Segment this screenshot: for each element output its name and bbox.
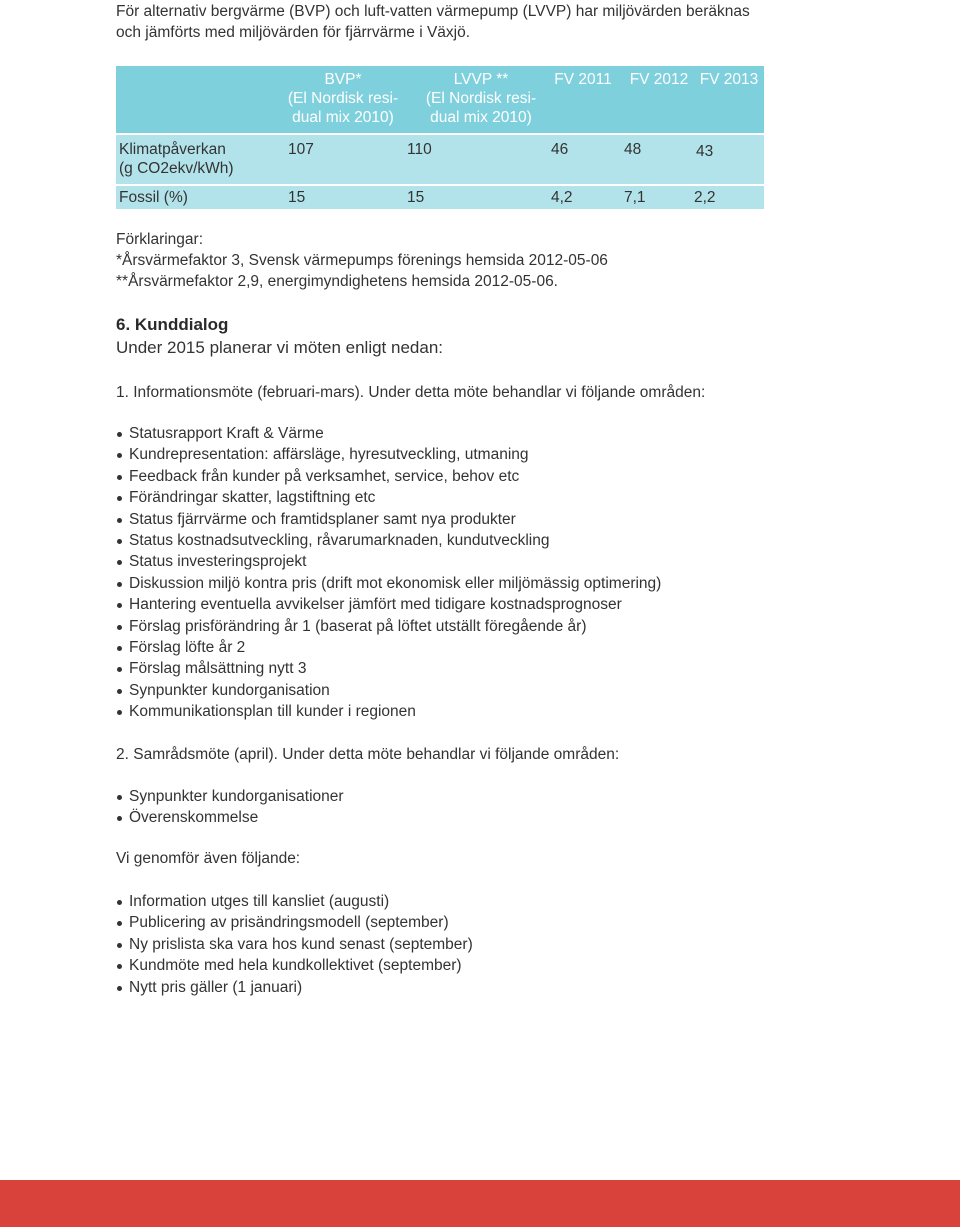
list-item <box>116 509 661 530</box>
list-item <box>116 786 344 807</box>
bullet-icon <box>117 453 122 458</box>
list-item-text: Förslag målsättning nytt 3 <box>129 660 307 678</box>
list-item-text: Status investeringsprojekt <box>129 553 307 571</box>
bullet-icon <box>117 816 122 821</box>
bullet-icon <box>117 560 122 565</box>
list-item-text: Publicering av prisändringsmodell (september) <box>129 914 449 932</box>
bullet-icon <box>117 795 122 800</box>
row-label: Fossil (%) <box>119 189 188 206</box>
list-item <box>116 487 661 508</box>
bullet-icon <box>117 710 122 715</box>
intro-line-2: och jämförts med miljövärden för fjärrvärme i Växjö. <box>116 24 471 41</box>
bullet-icon <box>117 475 122 480</box>
list-item-text: Statusrapport Kraft & Värme <box>129 425 324 442</box>
header-lvvp: LVVP ** (El Nordisk resi- dual mix 2010) <box>425 71 537 126</box>
list-item-text: Ny prislista ska vara hos kund senast (september) <box>129 935 473 953</box>
table-cell: 15 <box>288 189 306 206</box>
list-item-text: Information utges till kansliet (augusti) <box>129 893 390 910</box>
list-item-text: Hantering eventuella avvikelser jämfört med tidigare kostnadsprognoser <box>129 596 622 614</box>
list-item-text: Status kostnadsutveckling, råvarumarknaden, kundutveckling <box>129 531 550 549</box>
intro-line-1: För alternativ bergvärme (BVP) och luft-vatten värmepump (LVVP) har miljövärden beräknas <box>116 3 750 20</box>
table-cell: 4,2 <box>551 189 573 206</box>
list-item-text: Synpunkter kundorganisation <box>129 681 330 699</box>
list-item-text: Nytt pris gäller (1 januari) <box>129 978 303 996</box>
header-fv-2012: FV 2012 <box>629 71 689 88</box>
explanation-note-1: *Årsvärmefaktor 3, Svensk värmepumps förenings hemsida 2012-05-06 <box>116 252 608 269</box>
table-cell: 46 <box>551 141 569 158</box>
footer-bar <box>0 1180 960 1227</box>
table-cell: 107 <box>288 141 314 158</box>
list-item <box>116 658 661 679</box>
table-cell: 43 <box>696 143 714 160</box>
list-item <box>116 444 661 465</box>
bullet-icon <box>117 900 122 905</box>
list-item <box>116 955 473 976</box>
explanations-title: Förklaringar: <box>116 231 203 248</box>
table-cell: 15 <box>407 189 425 206</box>
list-item <box>116 912 473 933</box>
bullet-icon <box>117 625 122 630</box>
list-item <box>116 573 661 594</box>
list-item-text: Feedback från kunder på verksamhet, service, behov etc <box>129 467 520 485</box>
list-item-text: Kundrepresentation: affärsläge, hyresutveckling, utmaning <box>129 446 529 464</box>
intro-paragraph <box>116 1 816 43</box>
meeting-1-intro: 1. Informationsmöte (februari-mars). Under detta möte behandlar vi följande områden: <box>116 384 706 401</box>
explanation-note-2: **Årsvärmefaktor 2,9, energimyndighetens hemsida 2012-05-06. <box>116 273 558 290</box>
explanations <box>116 229 836 292</box>
list-item-text: Förslag prisförändring år 1 (baserat på löftet utställt föregående år) <box>129 617 587 635</box>
meeting-2-intro: 2. Samrådsmöte (april). Under detta möte behandlar vi följande områden: <box>116 746 620 763</box>
bullet-icon <box>117 986 122 991</box>
row-label: Klimatpåverkan (g CO2ekv/kWh) <box>119 141 234 177</box>
bullet-icon <box>117 921 122 926</box>
table-cell: 110 <box>407 141 432 158</box>
table-row <box>116 135 764 184</box>
list-item <box>116 977 473 998</box>
list-item-text: Kommunikationsplan till kunder i regionen <box>129 703 416 721</box>
list-item <box>116 423 661 444</box>
bullet-icon <box>117 496 122 501</box>
list-item <box>116 637 661 658</box>
bullet-icon <box>117 582 122 587</box>
list-item <box>116 616 661 637</box>
list-item <box>116 934 473 955</box>
list-item <box>116 680 661 701</box>
bullet-icon <box>117 964 122 969</box>
table-cell: 2,2 <box>694 189 716 206</box>
list-item-text: Förslag löfte år 2 <box>129 638 246 656</box>
table-cell: 7,1 <box>624 189 646 206</box>
bullet-icon <box>117 518 122 523</box>
bullet-icon <box>117 689 122 694</box>
comparison-table <box>116 66 764 209</box>
list-item-text: Överenskommelse <box>129 809 259 827</box>
section-subtitle: Under 2015 planerar vi möten enligt nedan: <box>116 338 443 357</box>
meeting-2-list <box>116 786 344 829</box>
section-title: 6. Kunddialog <box>116 315 229 334</box>
also-list <box>116 891 473 998</box>
list-item-text: Synpunkter kundorganisationer <box>129 788 344 805</box>
list-item <box>116 594 661 615</box>
list-item-text: Diskussion miljö kontra pris (drift mot ekonomisk eller miljömässig optimering) <box>129 574 662 592</box>
list-item <box>116 701 661 722</box>
header-fv-2013: FV 2013 <box>699 71 759 88</box>
bullet-icon <box>117 667 122 672</box>
table-header-row <box>116 66 764 133</box>
bullet-icon <box>117 539 122 544</box>
list-item <box>116 891 473 912</box>
list-item-text: Förändringar skatter, lagstiftning etc <box>129 489 376 507</box>
bullet-icon <box>117 943 122 948</box>
header-fv-2011: FV 2011 <box>554 71 612 88</box>
bullet-icon <box>117 432 122 437</box>
bullet-icon <box>117 603 122 608</box>
table-cell: 48 <box>624 141 642 158</box>
header-bvp: BVP* (El Nordisk resi- dual mix 2010) <box>287 71 399 126</box>
list-item <box>116 466 661 487</box>
meeting-1-list <box>116 423 661 722</box>
list-item <box>116 530 661 551</box>
list-item-text: Kundmöte med hela kundkollektivet (september) <box>129 957 462 975</box>
table-row <box>116 186 764 209</box>
bullet-icon <box>117 646 122 651</box>
list-item <box>116 551 661 572</box>
list-item <box>116 807 344 828</box>
also-intro: Vi genomför även följande: <box>116 850 301 867</box>
list-item-text: Status fjärrvärme och framtidsplaner samt nya produkter <box>129 510 516 528</box>
